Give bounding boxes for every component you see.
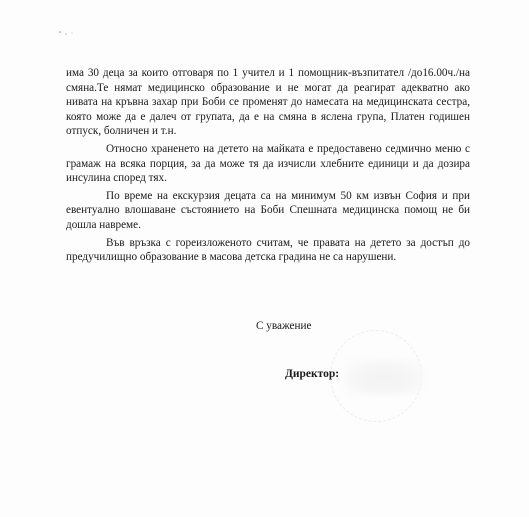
paragraph-nutrition: Относно храненето на детето на майката е предоставено седмично меню с грамаж на всяка порция, за да може тя да изчисли хлебните единици и да дозира инсулина според тях. [66, 142, 470, 185]
paragraph-conclusion: Във връзка с гореизложеното считам, че правата на детето за достъп до предучилищно образование в масова детска градина не са нарушени. [66, 236, 470, 264]
signature-label: Директор: [285, 368, 340, 380]
paragraph-excursion: По време на екскурзия децата са на минимум 50 км извън София и при евентуално влошаване състоянието на Боби Спешната медицинска помощ не би дошла навреме. [66, 189, 470, 231]
scan-specks [58, 28, 78, 38]
closing-greeting: С уважение [256, 320, 312, 332]
paragraph-continued: има 30 деца за които отговаря по 1 учител и 1 помощник-възпитател /до16.00ч./на смяна.Те нямат медицинско образование и не могат да реагират адекватно ако нивата на кръвна захар при Боби се променят до намесата на медицинската сестра, която може да е далеч от групата, да е на смяна в яслена група, Платен годишен отпуск, болничен и т.н. [66, 67, 470, 138]
redacted-name [345, 360, 423, 396]
letter-body [66, 66, 470, 268]
